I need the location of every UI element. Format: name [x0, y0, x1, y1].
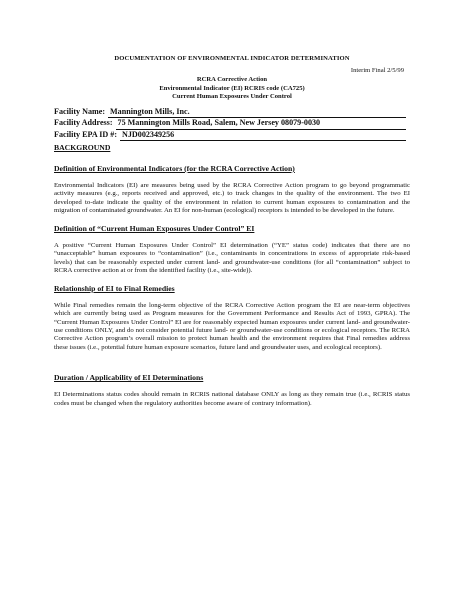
definition-ei-text: Environmental Indicators (EI) are measures being used by the RCRA Corrective Action program to go beyond programmatic activity measures (e.g., reports received and approved, etc.) to track changes in the quality of the environment. The two EI developed to-date indicate the quality of the environment in relation to current human exposures to contamination and the migration of contaminated groundwater. An EI for non-human (ecological) receptors is intended to be developed in the future.	[54, 182, 410, 215]
background-heading: BACKGROUND	[54, 143, 111, 152]
definition-che-heading: Definition of “Current Human Exposures Under Control” EI	[54, 223, 255, 233]
facility-name-row	[54, 107, 406, 118]
definition-ei-heading: Definition of Environmental Indicators (for the RCRA Corrective Action)	[54, 164, 295, 173]
facility-name-label: Facility Name:	[54, 107, 106, 116]
interim-date: Interim Final 2/5/99	[350, 67, 404, 74]
definition-che-text: A positive “Current Human Exposures Under Control” EI determination (“YE” status code) indicates that there are no “unacceptable” human exposures to “contamination” (i.e., contaminants in concentrations in excess of appropriate risk-based levels) that can be reasonably expected under current land- and groundwater-use conditions (for all “contamination” subject to RCRA corrective action at or from the identified facility (i.e., site-wide)).	[54, 241, 410, 275]
facility-address-label: Facility Address:	[54, 118, 113, 128]
facility-address-row	[54, 118, 406, 129]
document-body	[54, 143, 410, 408]
facility-epa-label: Facility EPA ID #:	[54, 129, 118, 139]
facility-epa-value: NJD002349256	[120, 130, 406, 141]
facility-info	[54, 107, 406, 141]
facility-address-value: 75 Mannington Mills Road, Salem, New Jersey 08079-0030	[116, 118, 406, 129]
document-title: DOCUMENTATION OF ENVIRONMENTAL INDICATOR DETERMINATION	[114, 55, 350, 62]
facility-name-value: Mannington Mills, Inc.	[108, 107, 406, 118]
subtitle-line-1: RCRA Corrective Action	[196, 76, 268, 83]
subtitle-line-2: Environmental Indicator (EI) RCRIS code (CA725)	[159, 84, 305, 92]
subtitle-line-3: Current Human Exposures Under Control	[172, 93, 292, 101]
relationship-text: While Final remedies remain the long-term objective of the RCRA Corrective Action program the EI are near-term objectives which are currently being used as Program measures for the Government Performance and Results Act of 1993, GPRA). The “Current Human Exposures Under Control” EI are for reasonably expected human exposures under current land- and groundwater-use conditions ONLY, and do not consider potential future land- or groundwater-use conditions or ecological receptors. The RCRA Corrective Action program’s overall mission to protect human health and the environment requires that Final remedies address these issues (i.e., potential future human exposure scenarios, future land and groundwater uses, and ecological receptors).	[54, 301, 410, 351]
duration-heading: Duration / Applicability of EI Determinations	[54, 373, 204, 383]
subtitle-block	[0, 76, 464, 102]
facility-epa-row	[54, 130, 406, 141]
relationship-heading: Relationship of EI to Final Remedies	[54, 283, 175, 293]
duration-text: EI Determinations status codes should remain in RCRIS national database ONLY as long as they remain true (i.e., RCRIS status codes must be changed when the regulatory authorities become aware of contrary information).	[54, 391, 410, 407]
